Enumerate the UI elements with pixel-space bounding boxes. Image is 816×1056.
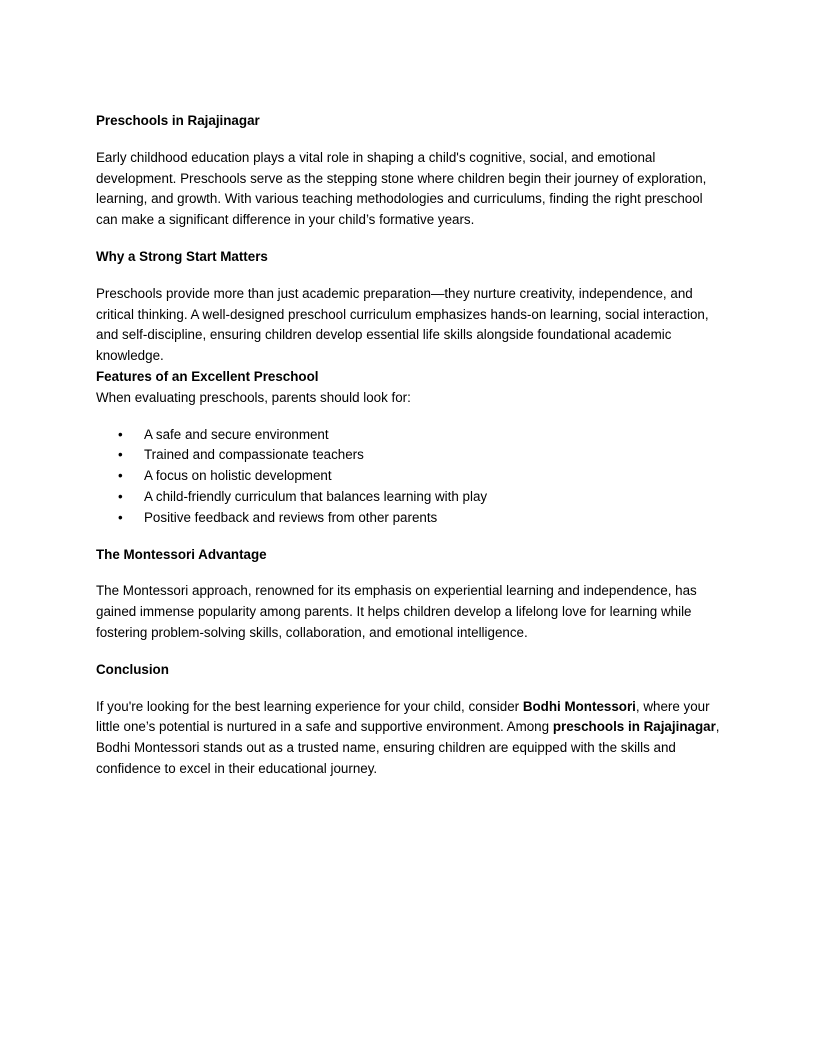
conclusion-text-2: , where your little one’s potential is nurtured in a safe and supportive environment. Among xyxy=(96,698,710,735)
list-item xyxy=(96,508,720,529)
section-heading-strong-start: Why a Strong Start Matters xyxy=(96,248,268,264)
conclusion-text-3: , Bodhi Montessori stands out as a trusted name, ensuring children are equipped with the skills and confidence to excel in their educational journey. xyxy=(96,719,720,776)
montessori-paragraph: The Montessori approach, renowned for its emphasis on experiential learning and independence, has gained immense popularity among parents. It helps children develop a lifelong love for learning while fostering problem-solving skills, collaboration, and emotional intelligence. xyxy=(96,583,697,640)
list-item-text: Trained and compassionate teachers xyxy=(144,447,364,463)
intro-paragraph: Early childhood education plays a vital role in shaping a child's cognitive, social, and emotional development. Preschools serve as the stepping stone where children begin their journey of exploration, learning, and growth. With various teaching methodologies and curriculums, finding the right preschool can make a significant difference in your child’s formative years. xyxy=(96,149,707,228)
school-name-bold: Bodhi Montessori xyxy=(522,698,636,714)
bullet-icon: • xyxy=(118,426,123,442)
conclusion-paragraph xyxy=(96,697,720,780)
strong-start-paragraph: Preschools provide more than just academic preparation—they nurture creativity, independence, and critical thinking. A well-designed preschool curriculum emphasizes hands-on learning, social interaction, and self-discipline, ensuring children develop essential life skills alongside foundational academic knowledge. xyxy=(96,285,709,364)
section-heading-conclusion: Conclusion xyxy=(96,661,169,677)
list-item xyxy=(96,425,720,446)
list-item xyxy=(96,445,720,466)
keyword-bold: preschools in Rajajinagar xyxy=(552,719,716,735)
list-item-text: A safe and secure environment xyxy=(144,426,329,442)
bullet-icon: • xyxy=(118,468,123,484)
features-list xyxy=(96,425,720,529)
spacer xyxy=(96,565,720,581)
list-item-text: A focus on holistic development xyxy=(144,468,332,484)
spacer xyxy=(96,681,720,697)
bullet-icon: • xyxy=(118,509,123,525)
list-item xyxy=(96,466,720,487)
spacer xyxy=(96,409,720,425)
spacer xyxy=(96,529,720,545)
list-item-text: A child-friendly curriculum that balances learning with play xyxy=(144,488,488,504)
document-title: Preschools in Rajajinagar xyxy=(96,113,260,128)
bullet-icon: • xyxy=(118,447,123,463)
section-heading-features: Features of an Excellent Preschool xyxy=(96,368,319,384)
spacer xyxy=(96,268,720,284)
list-item xyxy=(96,487,720,508)
list-item-text: Positive feedback and reviews from other parents xyxy=(144,509,438,525)
spacer xyxy=(96,231,720,247)
section-heading-montessori: The Montessori Advantage xyxy=(96,546,267,562)
bullet-icon: • xyxy=(118,488,123,504)
document-page xyxy=(96,111,720,780)
spacer xyxy=(96,132,720,148)
features-lead-text: When evaluating preschools, parents should look for: xyxy=(96,389,411,405)
conclusion-text-1: If you're looking for the best learning experience for your child, consider xyxy=(96,698,523,714)
spacer xyxy=(96,644,720,660)
